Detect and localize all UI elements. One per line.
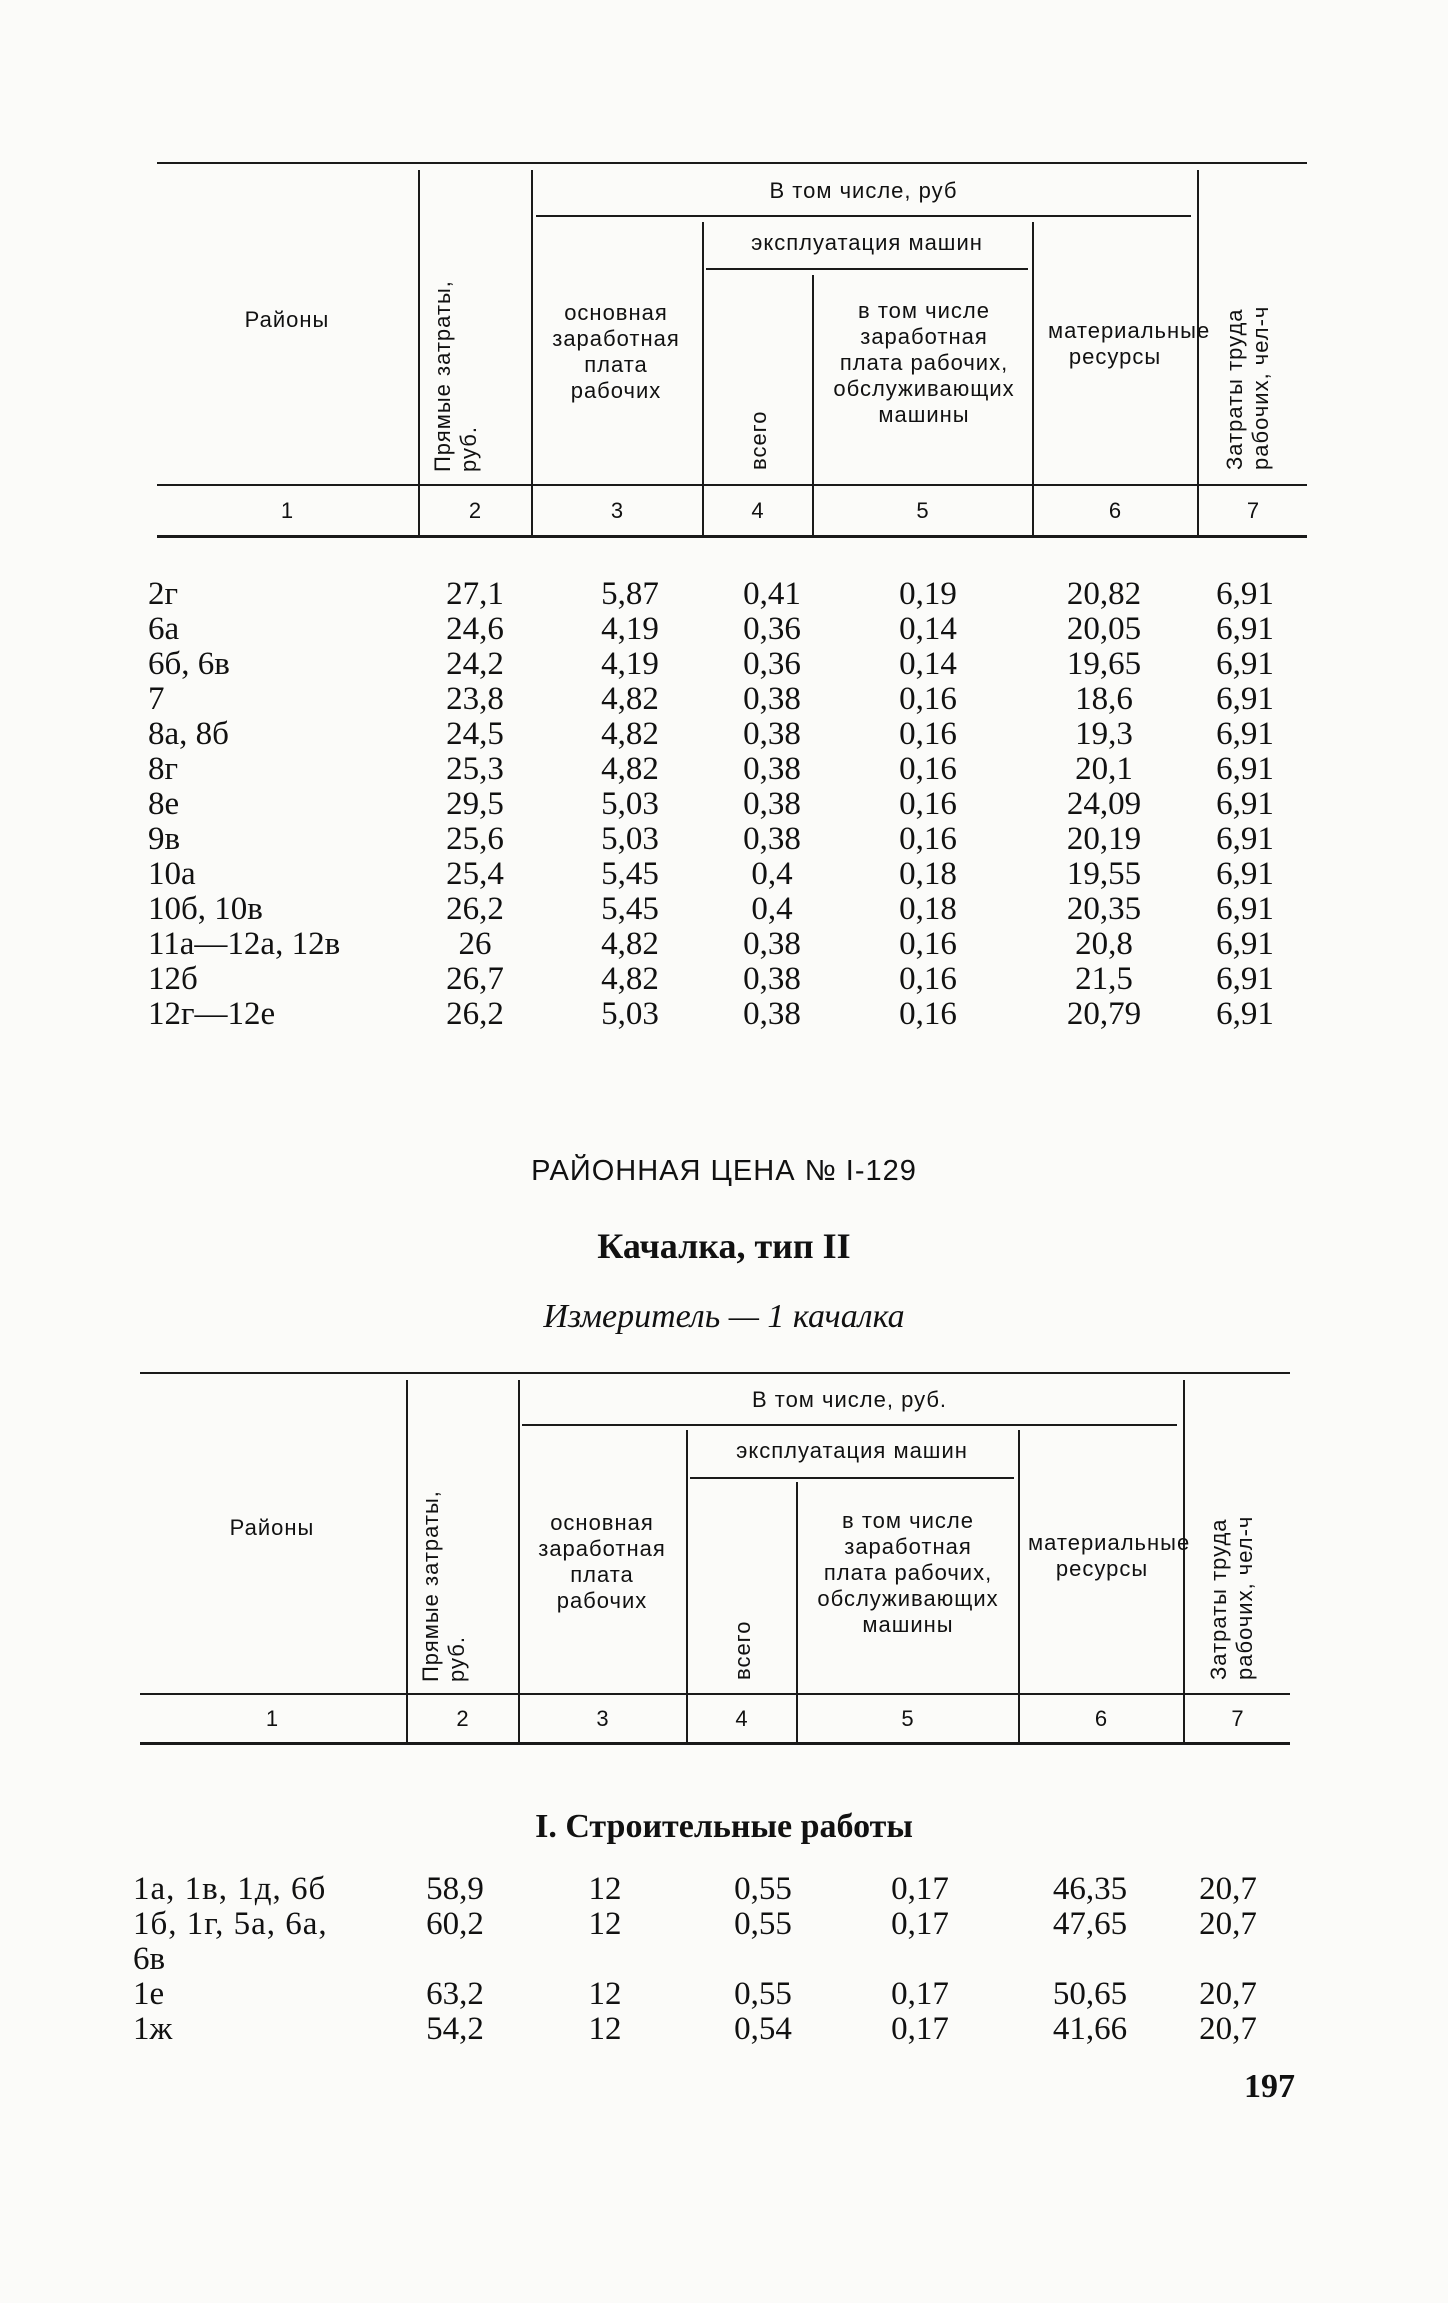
- materials: 21,5: [1075, 961, 1133, 997]
- machine-wage: 0,18: [899, 856, 957, 892]
- table-row: [0, 577, 1448, 612]
- base-wage: 5,03: [601, 996, 659, 1032]
- base-wage: 4,82: [601, 751, 659, 787]
- table2-header-materials: материальные ресурсы: [1028, 1530, 1191, 1581]
- direct-costs: 24,2: [446, 646, 504, 682]
- machine-total: 0,38: [743, 786, 801, 822]
- labor: 20,7: [1199, 1906, 1257, 1942]
- direct-costs: 24,5: [446, 716, 504, 752]
- labor: 6,91: [1216, 681, 1274, 717]
- table2-header-base-wage: основная заработная плата рабочих: [538, 1510, 666, 1613]
- district: 6б, 6в: [148, 646, 230, 682]
- base-wage: 4,19: [601, 646, 659, 682]
- table1-colnum: 1: [280, 498, 294, 523]
- labor: 6,91: [1216, 576, 1274, 612]
- table-row: [0, 857, 1448, 892]
- machine-wage: 0,16: [899, 681, 957, 717]
- direct-costs: 25,4: [446, 856, 504, 892]
- materials: 19,3: [1075, 716, 1133, 752]
- table1-header-total: всего: [746, 410, 771, 470]
- machine-total: 0,4: [751, 891, 793, 927]
- district: 6в: [133, 1941, 166, 1977]
- machine-wage: 0,17: [891, 1906, 949, 1942]
- base-wage: 12: [588, 1871, 622, 1907]
- materials: 50,65: [1052, 1976, 1128, 2012]
- table-row: [0, 1872, 1448, 1907]
- direct-costs: 25,3: [446, 751, 504, 787]
- table1-colnum: 5: [916, 498, 929, 523]
- materials: 20,79: [1066, 996, 1142, 1032]
- district: 10а: [148, 856, 196, 892]
- materials: 19,65: [1066, 646, 1142, 682]
- labor: 6,91: [1216, 751, 1274, 787]
- labor: 20,7: [1199, 1976, 1257, 2012]
- table2-header-direct-costs: Прямые затраты, руб.: [418, 1490, 469, 1682]
- table2-header-districts: Районы: [229, 1515, 315, 1540]
- page-number: 197: [1244, 2068, 1295, 2105]
- direct-costs: 60,2: [426, 1906, 484, 1942]
- materials: 20,1: [1075, 751, 1133, 787]
- table-row: [0, 612, 1448, 647]
- materials: 19,55: [1066, 856, 1142, 892]
- materials: 47,65: [1052, 1906, 1128, 1942]
- direct-costs: 23,8: [446, 681, 504, 717]
- table-row: [0, 1907, 1448, 1942]
- materials: 20,19: [1066, 821, 1142, 857]
- unit-line: Измеритель — 1 качалка: [543, 1298, 905, 1335]
- machine-total: 0,38: [743, 751, 801, 787]
- labor: 20,7: [1199, 1871, 1257, 1907]
- district: 10б, 10в: [148, 891, 263, 927]
- labor: 6,91: [1216, 996, 1274, 1032]
- materials: 20,05: [1066, 611, 1142, 647]
- table-row: [0, 752, 1448, 787]
- base-wage: 5,03: [601, 821, 659, 857]
- table-row: [0, 682, 1448, 717]
- table1-colnum: 7: [1246, 498, 1260, 523]
- district: 11а—12а, 12в: [148, 926, 341, 962]
- table-row: [0, 962, 1448, 997]
- labor: 6,91: [1216, 786, 1274, 822]
- section-title: I. Строительные работы: [535, 1808, 913, 1845]
- table1-colnum: 3: [610, 498, 624, 523]
- table-row: [0, 892, 1448, 927]
- direct-costs: 26,2: [446, 996, 504, 1032]
- district: 8е: [148, 786, 180, 822]
- district: 9в: [148, 821, 181, 857]
- district: 12б: [148, 961, 198, 997]
- table2-colnum: 4: [735, 1706, 748, 1731]
- materials: 41,66: [1052, 2011, 1128, 2047]
- direct-costs: 26,7: [446, 961, 504, 997]
- district: 8г: [148, 751, 179, 787]
- labor: 6,91: [1216, 646, 1274, 682]
- table1-colnum: 4: [751, 498, 764, 523]
- table-row: [0, 717, 1448, 752]
- machine-wage: 0,16: [899, 961, 957, 997]
- direct-costs: 26,2: [446, 891, 504, 927]
- machine-wage: 0,16: [899, 786, 957, 822]
- table2-header-incl: В том числе, руб.: [751, 1387, 948, 1412]
- machine-total: 0,55: [734, 1871, 792, 1907]
- direct-costs: 58,9: [426, 1871, 484, 1907]
- table1-colnum: 6: [1108, 498, 1122, 523]
- table2-colnum: 1: [265, 1706, 279, 1731]
- table1-header-incl: В том числе, руб: [769, 178, 958, 203]
- table-row: [0, 822, 1448, 857]
- machine-wage: 0,16: [899, 821, 957, 857]
- district: 7: [148, 681, 165, 717]
- table2-colnum: 6: [1094, 1706, 1108, 1731]
- materials: 24,09: [1066, 786, 1142, 822]
- machine-total: 0,55: [734, 1906, 792, 1942]
- materials: 20,8: [1075, 926, 1133, 962]
- labor: 20,7: [1199, 2011, 1257, 2047]
- table1-header-incl-wage: в том числе заработная плата рабочих, обслуживающих машины: [833, 298, 1015, 427]
- base-wage: 4,82: [601, 961, 659, 997]
- base-wage: 12: [588, 2011, 622, 2047]
- base-wage: 4,82: [601, 716, 659, 752]
- base-wage: 5,03: [601, 786, 659, 822]
- direct-costs: 24,6: [446, 611, 504, 647]
- base-wage: 5,45: [601, 891, 659, 927]
- table-row: [0, 997, 1448, 1032]
- district: 1б, 1г, 5а, 6а,: [133, 1906, 328, 1942]
- table2-header-incl-wage: в том числе заработная плата рабочих, обслуживающих машины: [817, 1508, 999, 1637]
- machine-wage: 0,17: [891, 1976, 949, 2012]
- labor: 6,91: [1216, 926, 1274, 962]
- machine-wage: 0,16: [899, 926, 957, 962]
- materials: 18,6: [1075, 681, 1133, 717]
- district: 1ж: [133, 2011, 173, 2047]
- base-wage: 12: [588, 1906, 622, 1942]
- table-row: [0, 927, 1448, 962]
- machine-total: 0,36: [743, 611, 801, 647]
- machine-total: 0,36: [743, 646, 801, 682]
- table-row: [0, 647, 1448, 682]
- machine-total: 0,54: [734, 2011, 792, 2047]
- table2-colnum: 3: [596, 1706, 609, 1731]
- table1-header-direct-costs: Прямые затраты, руб.: [430, 280, 481, 472]
- machine-wage: 0,17: [891, 2011, 949, 2047]
- direct-costs: 26: [458, 926, 492, 962]
- district: 2г: [148, 576, 179, 612]
- labor: 6,91: [1216, 891, 1274, 927]
- table1-header-labor: Затраты труда рабочих, чел-ч: [1222, 305, 1273, 470]
- machine-wage: 0,16: [899, 996, 957, 1032]
- table2-colnum: 5: [901, 1706, 914, 1731]
- base-wage: 12: [588, 1976, 622, 2012]
- table2-header-machine-op: эксплуатация машин: [736, 1438, 968, 1463]
- machine-wage: 0,16: [899, 716, 957, 752]
- machine-total: 0,4: [751, 856, 793, 892]
- table2-header-total: всего: [730, 1620, 755, 1680]
- base-wage: 4,19: [601, 611, 659, 647]
- table1-header-materials: материальные ресурсы: [1048, 318, 1211, 369]
- machine-total: 0,38: [743, 821, 801, 857]
- base-wage: 5,87: [601, 576, 659, 612]
- table1-header-base-wage: основная заработная плата рабочих: [552, 300, 680, 403]
- direct-costs: 27,1: [446, 576, 504, 612]
- labor: 6,91: [1216, 611, 1274, 647]
- materials: 20,35: [1066, 891, 1142, 927]
- machine-total: 0,38: [743, 681, 801, 717]
- materials: 46,35: [1052, 1871, 1128, 1907]
- price-title: РАЙОННАЯ ЦЕНА № I-129: [531, 1155, 917, 1187]
- table-row: [0, 1977, 1448, 2012]
- table-row-continuation: [0, 1942, 1448, 1977]
- district: 12г—12е: [148, 996, 276, 1032]
- table-row: [0, 2012, 1448, 2047]
- machine-total: 0,38: [743, 716, 801, 752]
- machine-wage: 0,16: [899, 751, 957, 787]
- machine-total: 0,41: [743, 576, 801, 612]
- labor: 6,91: [1216, 821, 1274, 857]
- district: 8а, 8б: [148, 716, 229, 752]
- labor: 6,91: [1216, 856, 1274, 892]
- base-wage: 4,82: [601, 681, 659, 717]
- labor: 6,91: [1216, 961, 1274, 997]
- machine-total: 0,38: [743, 996, 801, 1032]
- base-wage: 5,45: [601, 856, 659, 892]
- table2-colnum: 7: [1231, 1706, 1244, 1731]
- machine-wage: 0,18: [899, 891, 957, 927]
- direct-costs: 63,2: [426, 1976, 484, 2012]
- district: 6а: [148, 611, 180, 647]
- direct-costs: 29,5: [446, 786, 504, 822]
- table1-header-machine-op: эксплуатация машин: [751, 230, 983, 255]
- table-row: [0, 787, 1448, 822]
- table1-colnum: 2: [468, 498, 482, 523]
- district: 1е: [133, 1976, 165, 2012]
- machine-wage: 0,19: [899, 576, 957, 612]
- machine-wage: 0,14: [899, 646, 957, 682]
- table2-header-labor: Затраты труда рабочих, чел-ч: [1206, 1515, 1257, 1680]
- direct-costs: 54,2: [426, 2011, 484, 2047]
- base-wage: 4,82: [601, 926, 659, 962]
- machine-wage: 0,17: [891, 1871, 949, 1907]
- district: 1а, 1в, 1д, 6б: [133, 1871, 327, 1907]
- machine-total: 0,38: [743, 926, 801, 962]
- item-title: Качалка, тип II: [597, 1226, 851, 1266]
- machine-total: 0,55: [734, 1976, 792, 2012]
- table1-header-districts: Районы: [244, 307, 330, 332]
- direct-costs: 25,6: [446, 821, 504, 857]
- machine-wage: 0,14: [899, 611, 957, 647]
- labor: 6,91: [1216, 716, 1274, 752]
- table2-colnum: 2: [456, 1706, 469, 1731]
- machine-total: 0,38: [743, 961, 801, 997]
- materials: 20,82: [1066, 576, 1142, 612]
